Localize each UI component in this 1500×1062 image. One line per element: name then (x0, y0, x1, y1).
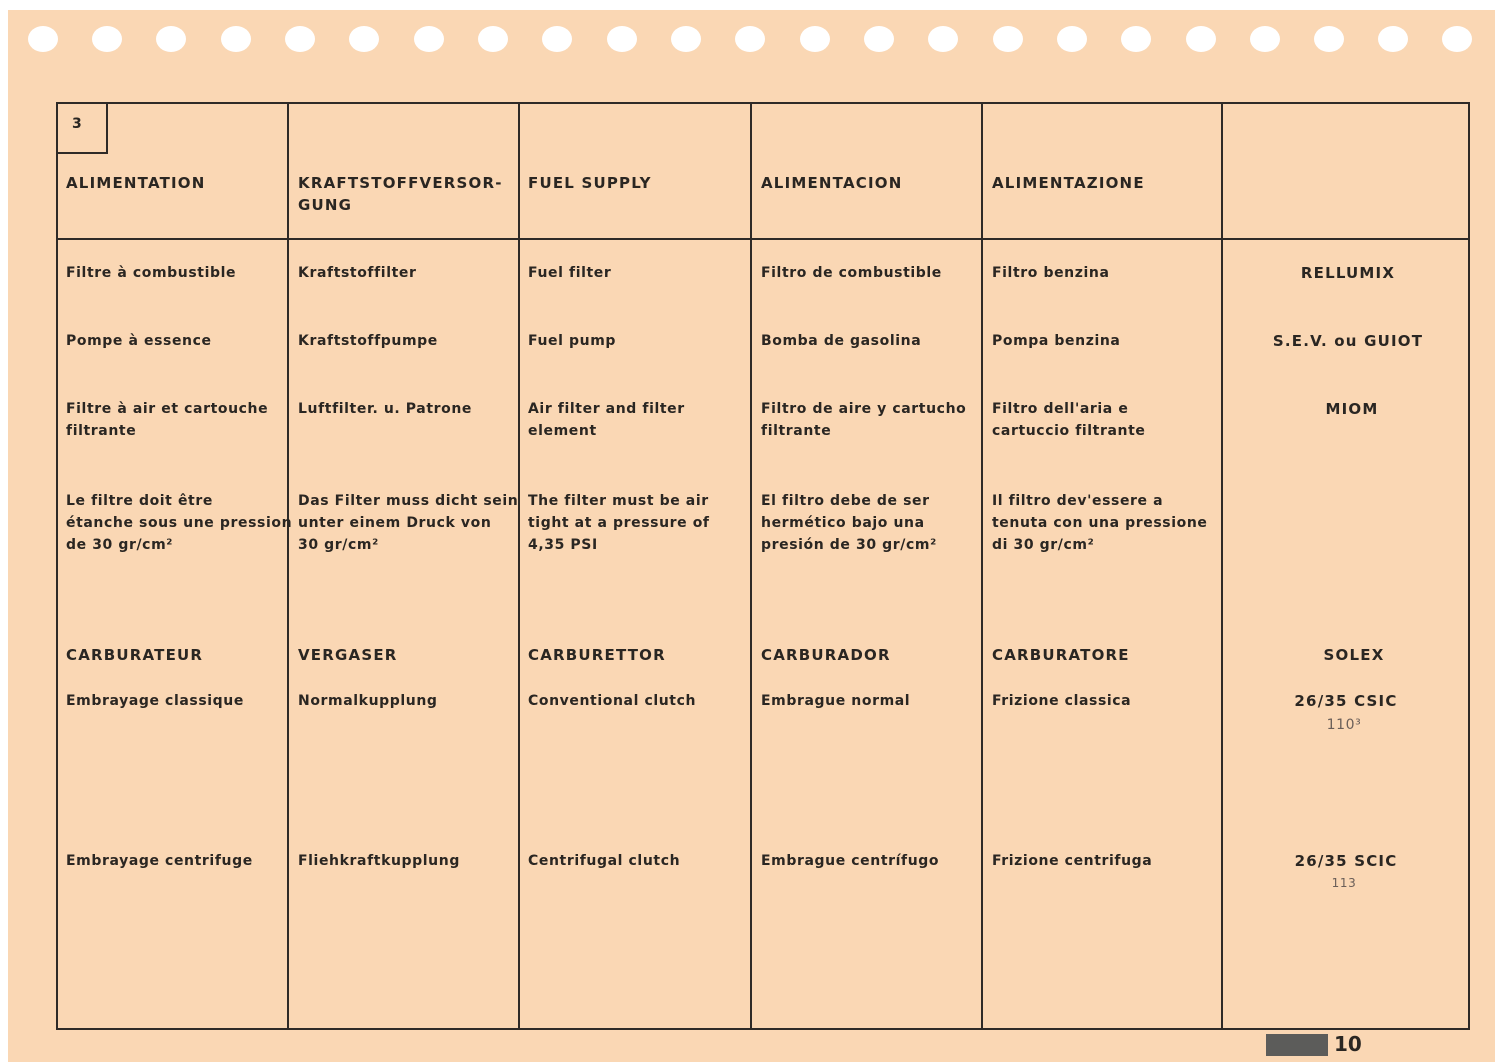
seal-note-it-line2: tenuta con una pressione (992, 515, 1208, 531)
seal-note-de-line1: Das Filter muss dicht sein (298, 493, 519, 509)
section-number: 3 (58, 104, 108, 154)
seal-note-es-line3: presión de 30 gr/cm² (761, 537, 937, 553)
binder-hole (1314, 26, 1344, 52)
conventional-clutch-carb-model: 26/35 CSIC (1294, 692, 1398, 710)
air-filter-fr-line2: filtrante (66, 423, 137, 439)
binder-hole (221, 26, 251, 52)
fuel-pump-brand: S.E.V. ou GUIOT (1272, 332, 1424, 350)
fuel-pump-es: Bomba de gasolina (761, 333, 922, 349)
fuel-filter-en: Fuel filter (528, 265, 612, 281)
binder-hole (349, 26, 379, 52)
binder-hole (735, 26, 765, 52)
header-en: FUEL SUPPLY (528, 174, 652, 192)
header-divider (58, 238, 1468, 240)
binder-hole (285, 26, 315, 52)
carburettor-en: CARBURETTOR (528, 646, 666, 664)
fuel-filter-es: Filtro de combustible (761, 265, 942, 281)
header-de-cont: GUNG (298, 196, 353, 214)
binder-hole (1250, 26, 1280, 52)
binder-hole (607, 26, 637, 52)
carburettor-fr: CARBURATEUR (66, 646, 204, 664)
centrifugal-clutch-handwritten-note: 113 (1331, 876, 1357, 890)
binder-hole (800, 26, 830, 52)
page-number: 10 (1334, 1032, 1362, 1056)
header-it: ALIMENTAZIONE (992, 174, 1145, 192)
binder-hole (864, 26, 894, 52)
carburettor-es: CARBURADOR (761, 646, 891, 664)
conventional-clutch-en: Conventional clutch (528, 693, 697, 709)
air-filter-en-line1: Air filter and filter (528, 401, 685, 417)
seal-note-fr-line2: étanche sous une pression (66, 515, 293, 531)
seal-note-fr-line3: de 30 gr/cm² (66, 537, 174, 553)
parts-table (56, 102, 1470, 1030)
binder-hole (92, 26, 122, 52)
binder-hole (671, 26, 701, 52)
binder-hole (542, 26, 572, 52)
column-divider (1221, 104, 1223, 1028)
column-divider (287, 104, 289, 1028)
header-de: KRAFTSTOFFVERSOR- (298, 174, 503, 192)
page-number-bar (1266, 1034, 1328, 1056)
fuel-pump-it: Pompa benzina (992, 333, 1121, 349)
binder-hole (28, 26, 58, 52)
conventional-clutch-es: Embrague normal (761, 693, 911, 709)
column-divider (981, 104, 983, 1028)
binder-hole (156, 26, 186, 52)
header-fr: ALIMENTATION (66, 174, 206, 192)
seal-note-en-line3: 4,35 PSI (528, 537, 598, 553)
binder-hole (993, 26, 1023, 52)
binder-hole (1057, 26, 1087, 52)
air-filter-it-line2: cartuccio filtrante (992, 423, 1146, 439)
seal-note-de-line3: 30 gr/cm² (298, 537, 379, 553)
air-filter-de: Luftfilter. u. Patrone (298, 401, 473, 417)
fuel-pump-fr: Pompe à essence (66, 333, 212, 349)
seal-note-es-line2: hermético bajo una (761, 515, 925, 531)
conventional-clutch-de: Normalkupplung (298, 693, 438, 709)
binder-hole (478, 26, 508, 52)
binder-hole (414, 26, 444, 52)
fuel-filter-it: Filtro benzina (992, 265, 1110, 281)
binder-hole (1378, 26, 1408, 52)
air-filter-en-line2: element (528, 423, 597, 439)
seal-note-it-line1: Il filtro dev'essere a (992, 493, 1164, 509)
binder-hole (928, 26, 958, 52)
conventional-clutch-it: Frizione classica (992, 693, 1132, 709)
centrifugal-clutch-carb-model: 26/35 SCIC (1294, 852, 1398, 870)
fuel-filter-brand: RELLUMIX (1300, 264, 1396, 282)
binder-hole (1442, 26, 1472, 52)
air-filter-fr-line1: Filtre à air et cartouche (66, 401, 269, 417)
seal-note-de-line2: unter einem Druck von (298, 515, 492, 531)
carburettor-de: VERGASER (298, 646, 398, 664)
binder-hole (1186, 26, 1216, 52)
fuel-pump-de: Kraftstoffpumpe (298, 333, 438, 349)
centrifugal-clutch-fr: Embrayage centrifuge (66, 853, 253, 869)
seal-note-fr-line1: Le filtre doit être (66, 493, 213, 509)
binder-hole (1121, 26, 1151, 52)
fuel-filter-de: Kraftstoffilter (298, 265, 417, 281)
centrifugal-clutch-en: Centrifugal clutch (528, 853, 681, 869)
air-filter-brand: MIOM (1325, 400, 1379, 418)
fuel-pump-en: Fuel pump (528, 333, 616, 349)
air-filter-it-line1: Filtro dell'aria e (992, 401, 1129, 417)
seal-note-it-line3: di 30 gr/cm² (992, 537, 1095, 553)
centrifugal-clutch-es: Embrague centrífugo (761, 853, 940, 869)
column-divider (518, 104, 520, 1028)
centrifugal-clutch-de: Fliehkraftkupplung (298, 853, 460, 869)
air-filter-es-line1: Filtro de aire y cartucho (761, 401, 967, 417)
carburettor-brand: SOLEX (1323, 646, 1385, 664)
seal-note-en-line1: The filter must be air (528, 493, 709, 509)
conventional-clutch-handwritten-note: 110³ (1326, 717, 1362, 733)
carburettor-it: CARBURATORE (992, 646, 1130, 664)
seal-note-es-line1: El filtro debe de ser (761, 493, 930, 509)
fuel-filter-fr: Filtre à combustible (66, 265, 237, 281)
air-filter-es-line2: filtrante (761, 423, 832, 439)
conventional-clutch-fr: Embrayage classique (66, 693, 244, 709)
header-es: ALIMENTACION (761, 174, 903, 192)
seal-note-en-line2: tight at a pressure of (528, 515, 710, 531)
document-page (8, 10, 1495, 1062)
column-divider (750, 104, 752, 1028)
centrifugal-clutch-it: Frizione centrifuga (992, 853, 1153, 869)
